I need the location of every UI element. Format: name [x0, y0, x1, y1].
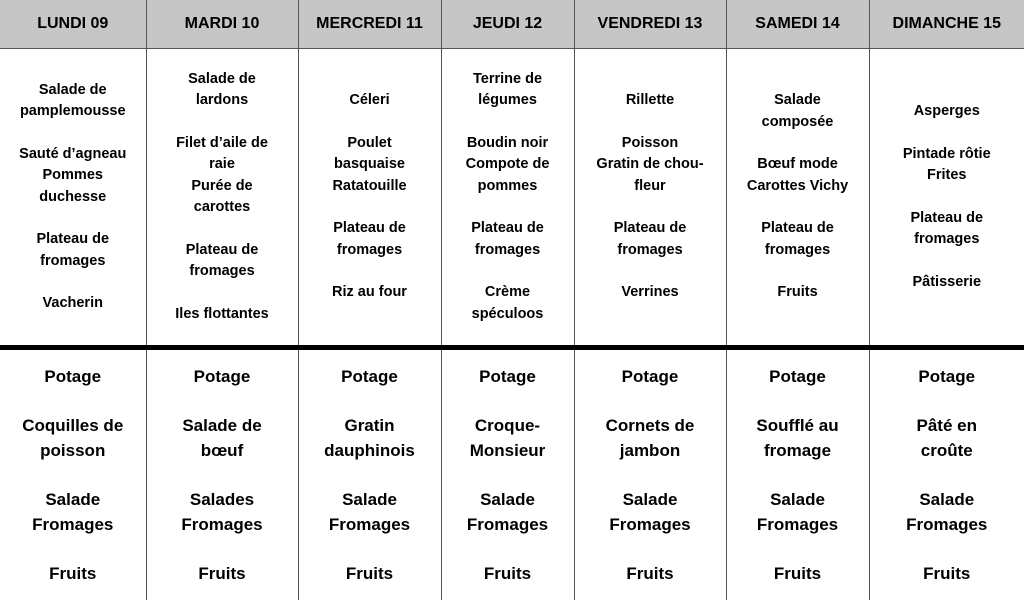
- day-header-sunday: DIMANCHE 15: [869, 0, 1024, 49]
- menu-dish: Potage: [918, 367, 976, 386]
- menu-dish: Riz au four: [332, 284, 407, 301]
- day-header-row: [0, 0, 1024, 49]
- day-header-saturday: SAMEDI 14: [726, 0, 869, 49]
- menu-dish: Bœuf mode Carottes Vichy: [746, 156, 849, 194]
- menu-dish: Poulet basquaise Ratatouille: [332, 134, 407, 194]
- menu-dish: Fruits: [626, 564, 674, 583]
- menu-dish: Potage: [193, 367, 251, 386]
- menu-dish: Vacherin: [42, 295, 103, 311]
- dinner-row: [0, 348, 1024, 601]
- menu-dish: Céleri: [349, 92, 390, 109]
- day-header-friday: VENDREDI 13: [574, 0, 726, 49]
- menu-dish: Salade Fromages: [32, 490, 114, 534]
- menu-dish: Potage: [769, 367, 826, 386]
- lunch-cell-monday: [0, 49, 146, 348]
- menu-dish: Salade Fromages: [756, 490, 839, 534]
- menu-dish: Rillette: [625, 92, 675, 109]
- menu-dish: Potage: [341, 367, 398, 386]
- menu-dish: Plateau de fromages: [471, 220, 544, 258]
- menu-dish: Potage: [44, 367, 102, 386]
- menu-dish: Salades Fromages: [181, 490, 263, 534]
- menu-dish: Crème spéculoos: [471, 284, 544, 322]
- menu-dish: Pâtisserie: [912, 273, 982, 290]
- menu-dish: Boudin noir Compote de pommes: [465, 134, 550, 194]
- lunch-cell-tuesday: [146, 49, 298, 348]
- menu-dish: Plateau de fromages: [36, 231, 110, 269]
- lunch-cell-saturday: [726, 49, 869, 348]
- menu-dish: Fruits: [483, 564, 532, 583]
- menu-dish: Plateau de fromages: [613, 220, 687, 258]
- lunch-cell-wednesday: [298, 49, 441, 348]
- menu-dish: Fruits: [777, 284, 818, 301]
- lunch-cell-thursday: [441, 49, 574, 348]
- menu-dish: Sauté d’agneau Pommes duchesse: [19, 145, 127, 205]
- menu-dish: Coquilles de poisson: [22, 416, 124, 460]
- menu-dish: Plateau de fromages: [333, 220, 406, 258]
- menu-dish: Plateau de fromages: [185, 241, 259, 280]
- menu-dish: Salade de lardons: [188, 70, 256, 109]
- menu-dish: Salade Fromages: [328, 490, 411, 534]
- menu-dish: Fruits: [773, 564, 822, 583]
- menu-dish: Salade de pamplemousse: [19, 81, 126, 119]
- menu-dish: Fruits: [345, 564, 394, 583]
- menu-dish: Plateau de fromages: [910, 209, 984, 247]
- dinner-cell-thursday: [441, 348, 574, 601]
- menu-dish: Gratin dauphinois: [324, 416, 415, 460]
- dinner-cell-wednesday: [298, 348, 441, 601]
- dinner-cell-sunday: [869, 348, 1024, 601]
- menu-dish: Salade composée: [761, 92, 834, 130]
- menu-dish: Cornets de jambon: [605, 416, 695, 460]
- menu-dish: Salade de bœuf: [182, 416, 262, 460]
- lunch-cell-friday: [574, 49, 726, 348]
- dinner-cell-monday: [0, 348, 146, 601]
- menu-dish: Pintade rôtie Frites: [902, 145, 991, 183]
- day-header-monday: LUNDI 09: [0, 0, 146, 49]
- menu-dish: Croque- Monsieur: [469, 416, 546, 460]
- menu-dish: Filet d’aile de raie Purée de carottes: [176, 134, 268, 216]
- menu-dish: Fruits: [923, 564, 971, 583]
- menu-dish: Terrine de légumes: [472, 70, 543, 109]
- dinner-cell-saturday: [726, 348, 869, 601]
- menu-dish: Pâté en croûte: [916, 416, 977, 460]
- menu-dish: Fruits: [198, 564, 246, 583]
- menu-dish: Potage: [479, 367, 536, 386]
- menu-dish: Asperges: [913, 103, 980, 119]
- menu-dish: Salade Fromages: [906, 490, 988, 534]
- menu-dish: Poisson Gratin de chou- fleur: [596, 134, 704, 194]
- menu-dish: Salade Fromages: [609, 490, 691, 534]
- dinner-cell-friday: [574, 348, 726, 601]
- lunch-row: [0, 49, 1024, 348]
- menu-dish: Salade Fromages: [466, 490, 549, 534]
- menu-dish: Soufflé au fromage: [756, 416, 839, 460]
- lunch-cell-sunday: [869, 49, 1024, 348]
- dinner-cell-tuesday: [146, 348, 298, 601]
- day-header-wednesday: MERCREDI 11: [298, 0, 441, 49]
- menu-dish: Iles flottantes: [175, 305, 269, 322]
- day-header-thursday: JEUDI 12: [441, 0, 574, 49]
- day-header-tuesday: MARDI 10: [146, 0, 298, 49]
- menu-dish: Plateau de fromages: [761, 220, 834, 258]
- menu-dish: Potage: [621, 367, 679, 386]
- menu-dish: Fruits: [49, 564, 97, 583]
- menu-dish: Verrines: [621, 284, 679, 301]
